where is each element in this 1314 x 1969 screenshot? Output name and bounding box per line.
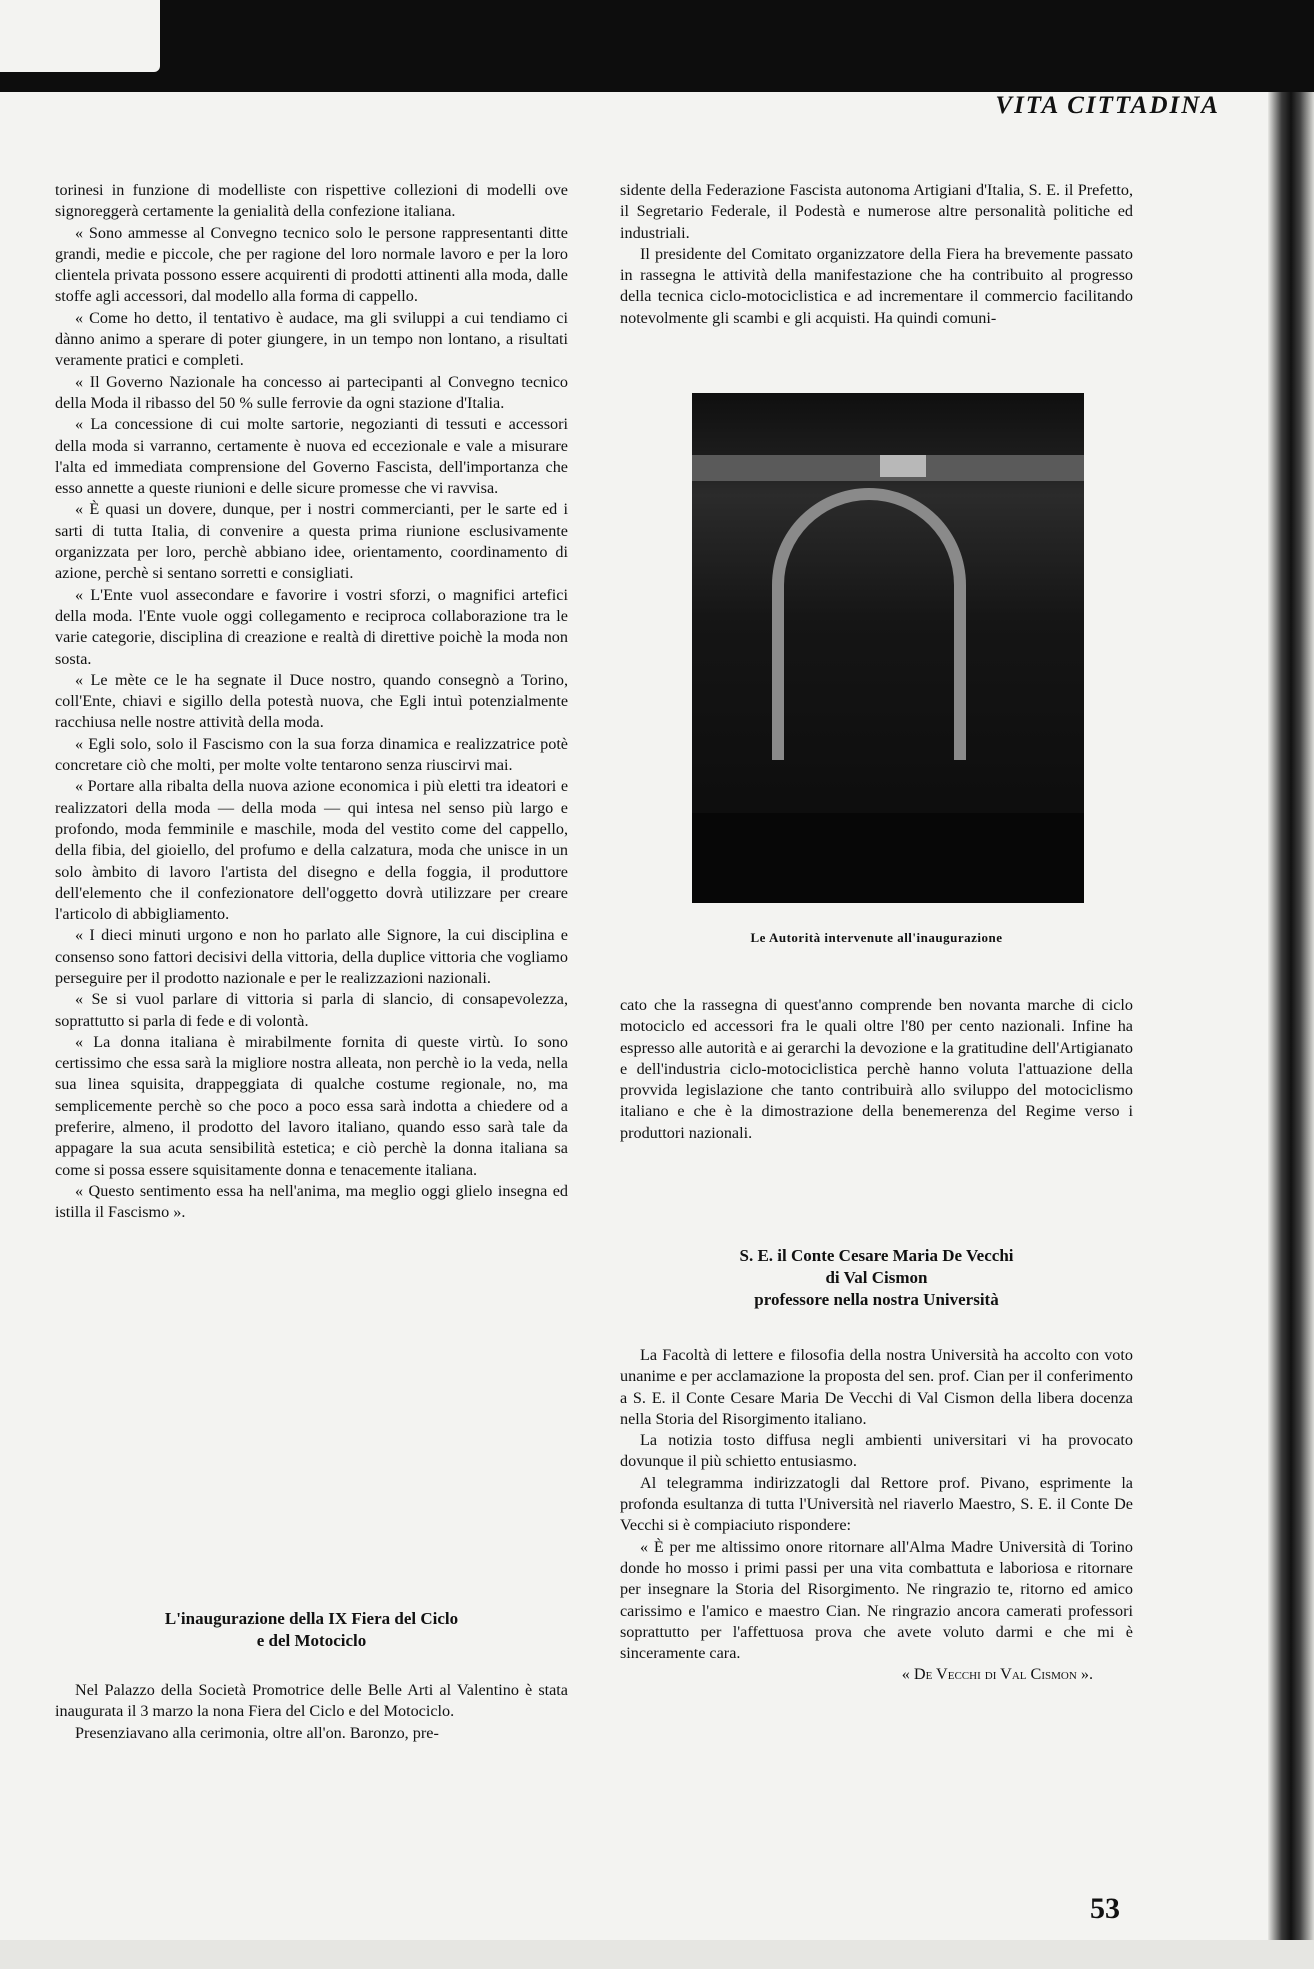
paragraph: sidente della Federazione Fascista autonoma Artigiani d'Italia, S. E. il Prefetto, il Segretario Federale, il Podestà e numerose altre personalità politiche ed industriali.: [620, 181, 1133, 242]
paragraph: cato che la rassegna di quest'anno comprende ben novanta marche di ciclo motociclo ed accessori fra le quali oltre l'80 per cento nazionali. Infine ha espresso alle autorità e ai gerarchi la devozione e la gratitudine dell'Artigianato e dell'industria ciclo-motociclistica perchè hanno voluta l'attuazione della provvida legislazione che tanto contribuirà allo sviluppo del motociclismo italiano e che è la dimostrazione della benemerenza del Regime verso i produttori nazionali.: [620, 996, 1133, 1142]
scan-bottom-border: [0, 1940, 1314, 1969]
paragraph: Al telegramma indirizzatogli dal Rettore prof. Pivano, esprimente la profonda esultanza di tutta l'Università nel riaverlo Maestro, S. E. il Conte De Vecchi si è compiaciuto rispondere:: [620, 1473, 1133, 1535]
paragraph: La notizia tosto diffusa negli ambienti universitari vi ha provocato dovunque il più schietto entusiasmo.: [620, 1431, 1133, 1471]
running-head: VITA CITTADINA: [995, 92, 1220, 119]
paragraph: « È per me altissimo onore ritornare all'Alma Madre Università di Torino donde ho mosso i primi passi per una vita combattuta e laboriosa e ritornare per insegnare la Storia del Risorgimento. Ne ringrazio te, ritorno ed amico carissimo e l'amico e maestro Cian. Ne ringrazio ancora camerati professori soprattutto per l'affettuosa prova che avete voluto darmi e che mi è sinceramente cara.: [620, 1537, 1133, 1663]
paragraph: torinesi in funzione di modelliste con rispettive collezioni di modelli ove signoreggerà certamente la genialità della confezione italiana.: [55, 181, 568, 221]
right-column-bottom-text: [620, 995, 1133, 1144]
paragraph: « Portare alla ribalta della nuova azione economica i più eletti tra ideatori e realizzatori della moda — della moda — qui intesa nel senso più largo e profondo, moda femminile e maschile, moda del vestito come del cappello, della fibia, del gioiello, del profumo e della calzatura, moda che unisce in un solo àmbito di lavoro l'artista del disegno e della foggia, il produttore dell'elemento che il confezionatore dell'oggetto dovrà utilizzare per creare l'articolo di abbigliamento.: [55, 777, 568, 924]
paragraph: « Sono ammesse al Convegno tecnico solo le persone rappresentanti ditte grandi, medie e piccole, che per ragione del loro normale lavoro e per la loro clientela privata possono essere acquirenti di prodotti attinenti alla moda, dalle stoffe agli accessori, dal modello alla forma di cappello.: [55, 223, 568, 306]
paragraph: « L'Ente vuol assecondare e favorire i vostri sforzi, o magnifici artefici della moda. l'Ente vuole oggi collegamento e reciproca collaborazione tra le varie categorie, disciplina di creazione e realtà di direttive poichè la moda non sosta.: [55, 585, 568, 668]
paragraph: « La donna italiana è mirabilmente fornita di queste virtù. Io sono certissimo che essa sarà la migliore nostra alleata, non perchè io la veda, nella sua linea squisita, drappeggiata di qualche costume regionale, no, ma semplicemente perchè so che poco a poco essa sarà indotta a chiedere od a preferire, almeno, il prodotto del lavoro italiano, quando esso sarà tale da appagare la sua acuta sensibilità estetica; e ciò perchè la donna italiana sa come si possa essere squisitamente donna e tenacemente italiana.: [55, 1032, 568, 1179]
heading-line: professore nella nostra Università: [754, 1290, 999, 1309]
paragraph: Il presidente del Comitato organizzatore della Fiera ha brevemente passato in rassegna le attività della manifestazione che ha contribuito al progresso della tecnica ciclo-motociclistica e ad incrementare il commercio facilitando notevolmente gli scambi e gli acquisti. Ha quindi comuni-: [620, 244, 1133, 327]
heading-line: e del Motociclo: [256, 1631, 367, 1650]
paragraph: « Questo sentimento essa ha nell'anima, ma meglio oggi glielo insegna ed istilla il Fascismo ».: [55, 1181, 568, 1222]
photo-sign: [880, 455, 926, 477]
paragraph: Nel Palazzo della Società Promotrice delle Belle Arti al Valentino è stata inaugurata il 3 marzo la nona Fiera del Ciclo e del Motociclo.: [55, 1681, 568, 1721]
paragraph: « È quasi un dovere, dunque, per i nostri commercianti, per le sarte ed i sarti di tutta Italia, di convenire a questa prima riunione esclusivamente organizzata per loro, perchè abbiano idee, orientamento, coordinamento di azione, perchè si sentano sorretti e consigliati.: [55, 500, 568, 583]
de-vecchi-article-text: [620, 1345, 1133, 1686]
left-column-text: [55, 180, 568, 1224]
paragraph: « Se si vuol parlare di vittoria si parla di slancio, di consapevolezza, soprattutto si parla di fede e di volontà.: [55, 990, 568, 1030]
article-heading-fiera: [55, 1608, 568, 1652]
page-number: 53: [1090, 1892, 1120, 1925]
photo-arch: [772, 488, 966, 760]
scan-page-corner: [0, 0, 160, 72]
inauguration-photo: [692, 393, 1084, 903]
paragraph: « Il Governo Nazionale ha concesso ai partecipanti al Convegno tecnico della Moda il ribasso del 50 % sulle ferrovie da ogni stazione d'Italia.: [55, 372, 568, 412]
paragraph: « Le mète ce le ha segnate il Duce nostro, quando consegnò a Torino, coll'Ente, chiavi e sigillo della potestà nuova, che Egli intuì potenzialmente racchiusa nelle nostre attività della moda.: [55, 670, 568, 732]
book-spine-edge: [1268, 92, 1314, 1969]
fiera-article-text: [55, 1680, 568, 1744]
paragraph: « Egli solo, solo il Fascismo con la sua forza dinamica e realizzatrice potè concretare ciò che molti, per molte volte tentarono senza riuscirvi mai.: [55, 734, 568, 775]
heading-line: di Val Cismon: [825, 1268, 928, 1287]
article-heading-de-vecchi: [620, 1245, 1133, 1311]
paragraph: Presenziavano alla cerimonia, oltre all'on. Baronzo, pre-: [75, 1723, 439, 1742]
heading-line: S. E. il Conte Cesare Maria De Vecchi: [739, 1246, 1014, 1265]
right-column-top-text: [620, 180, 1133, 329]
paragraph: « I dieci minuti urgono e non ho parlato alle Signore, la cui disciplina e consenso sono fattori decisivi della vittoria, della duplice vittoria che vogliamo perseguire per il prodotto nazionale e per le realizzazioni nazionali.: [55, 926, 568, 987]
photo-floor: [692, 813, 1084, 903]
paragraph: « La concessione di cui molte sartorie, negozianti di tessuti e accessori della moda si varranno, certamente è nuova ed eccezionale e vale a misurare l'alta ed immediata comprensione del Governo Fascista, dell'importanza che esso annette a queste riunioni e delle sicure promesse che vi ravvisa.: [55, 415, 568, 498]
photo-caption: Le Autorità intervenute all'inaugurazione: [750, 930, 1003, 945]
heading-line: L'inaugurazione della IX Fiera del Ciclo: [164, 1609, 459, 1628]
paragraph: « Come ho detto, il tentativo è audace, ma gli sviluppi a cui tendiamo ci dànno animo a sperare di poter giungere, in un tempo non lontano, a risultati veramente pratici e completi.: [55, 308, 568, 370]
paragraph: La Facoltà di lettere e filosofia della nostra Università ha accolto con voto unanime e per acclamazione la proposta del sen. prof. Cian per il conferimento a S. E. il Conte Cesare Maria De Vecchi di Val Cismon della libera docenza nella Storia del Risorgimento italiano.: [620, 1346, 1133, 1428]
scan-top-border: [0, 0, 1314, 92]
signature: « De Vecchi di Val Cismon ».: [901, 1665, 1093, 1684]
